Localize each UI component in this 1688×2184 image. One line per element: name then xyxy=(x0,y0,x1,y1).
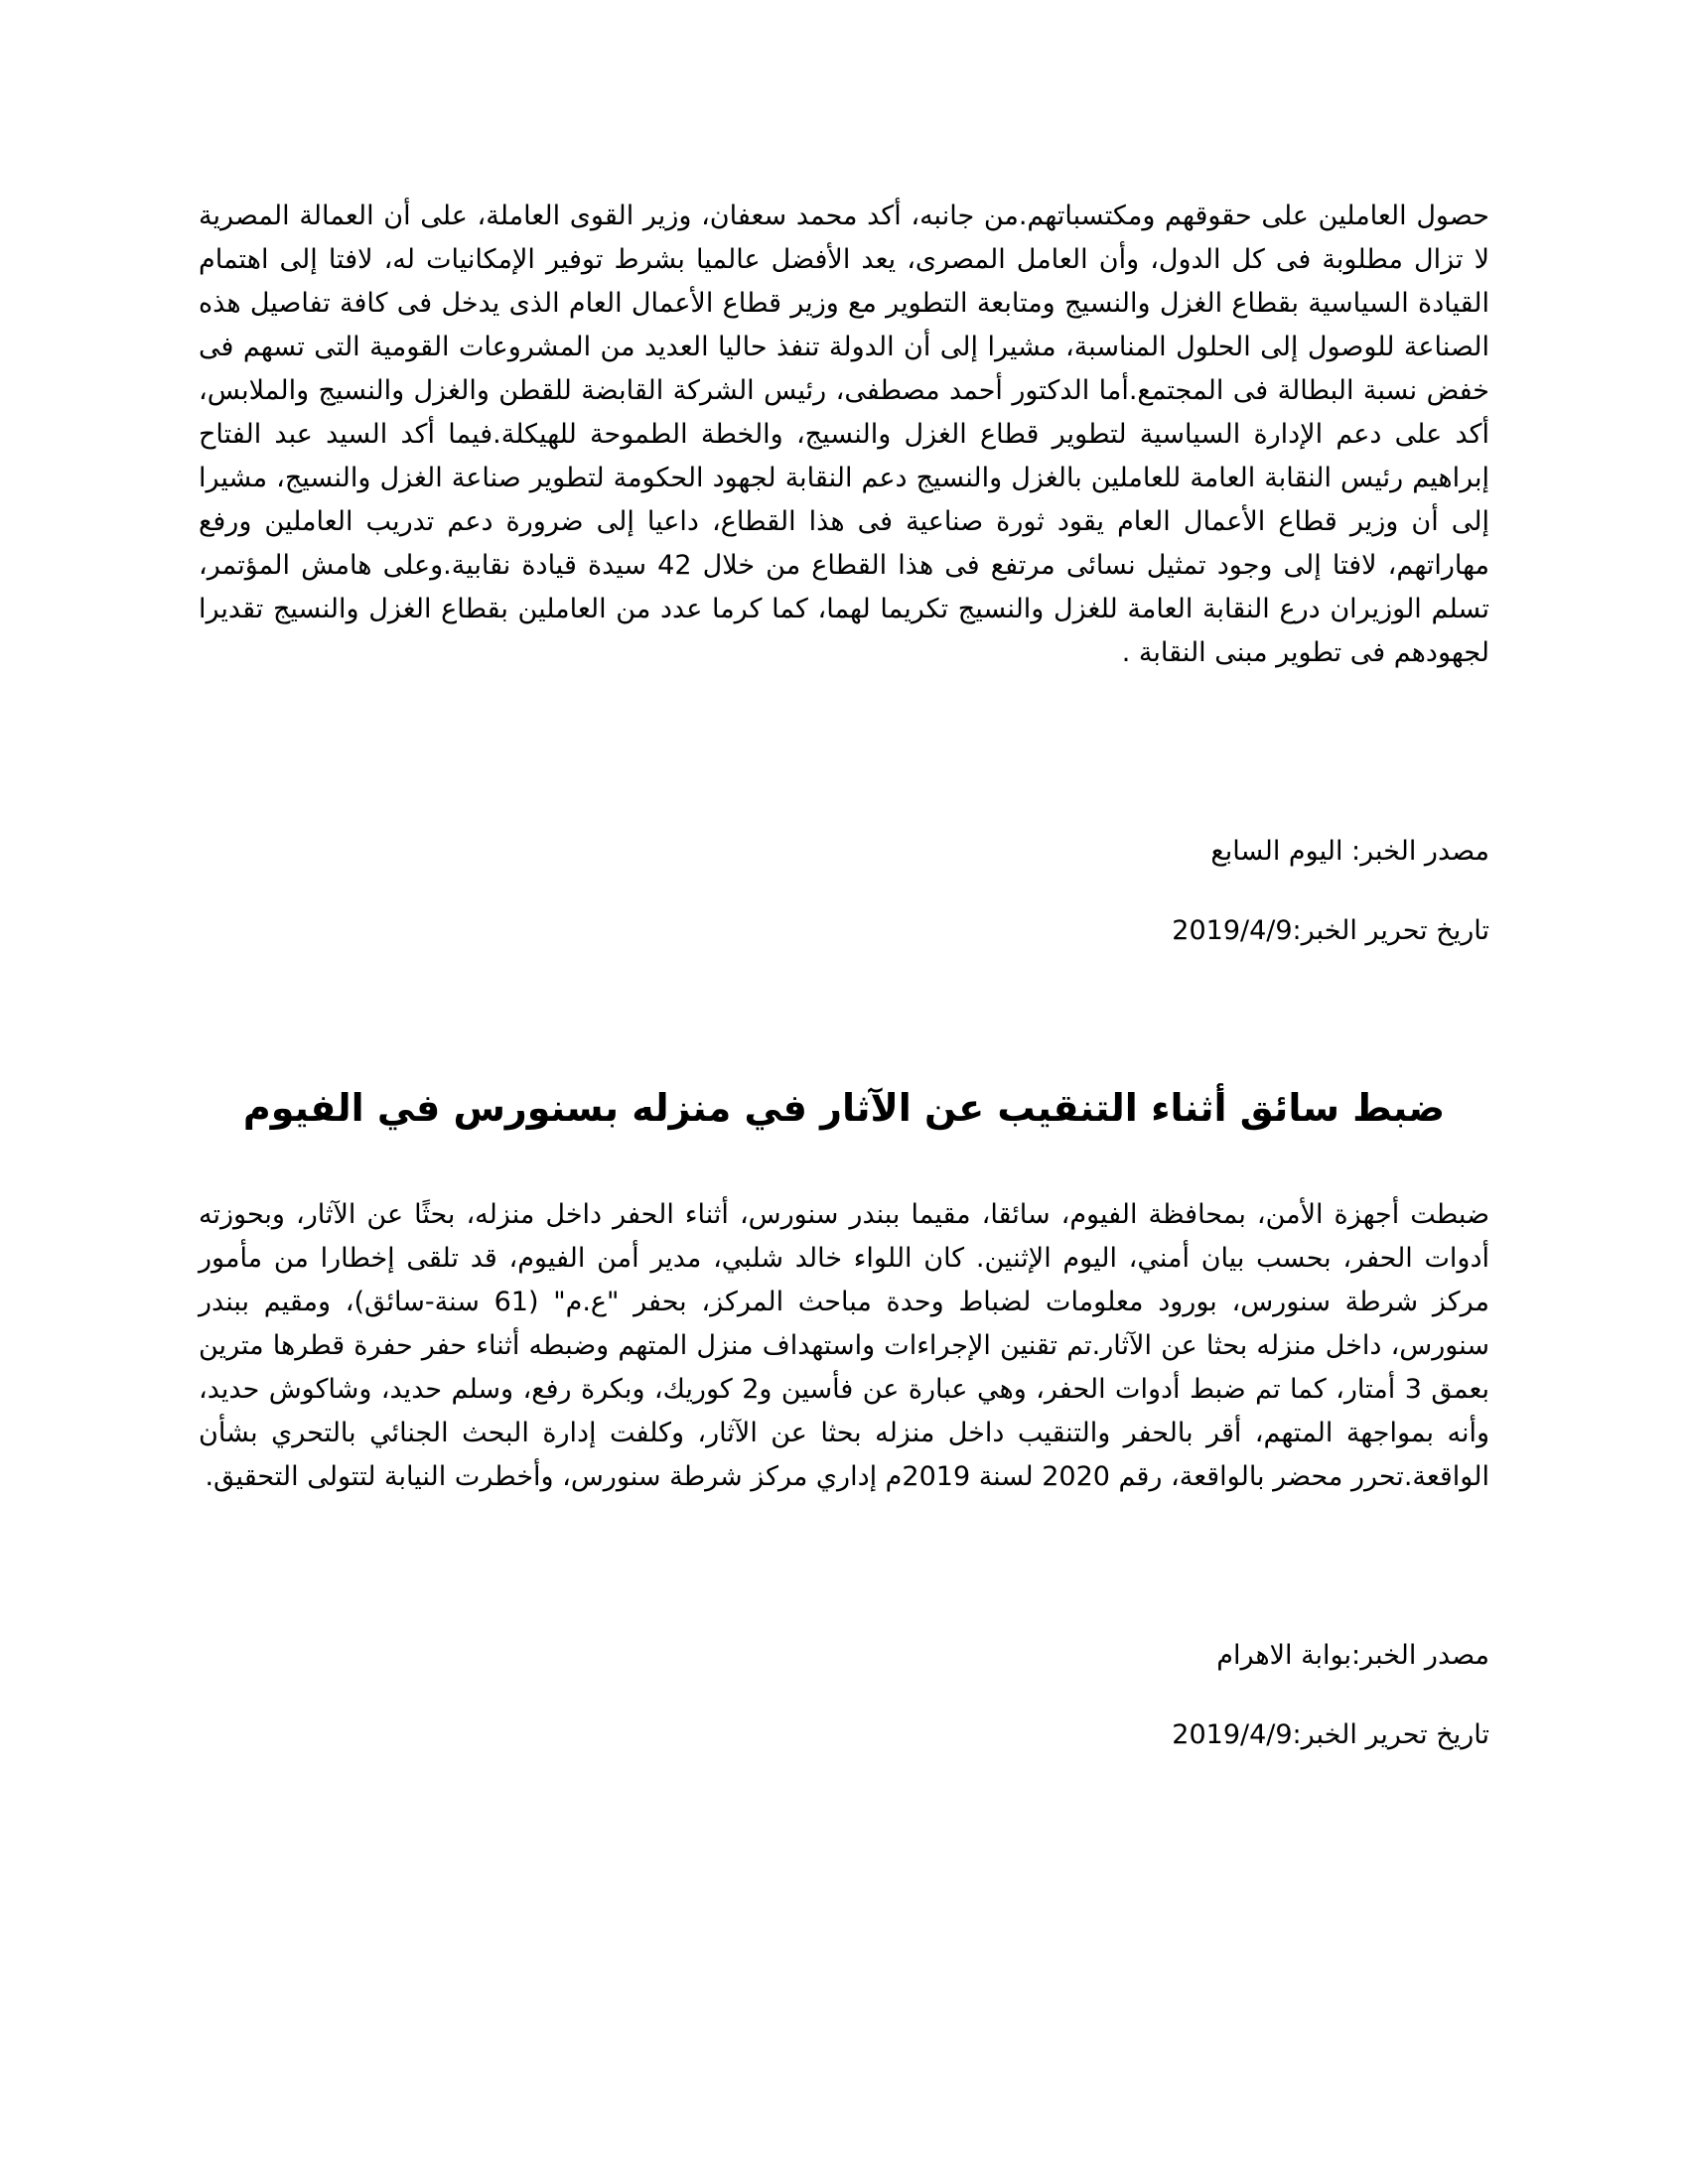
article-2-source: مصدر الخبر:بوابة الاهرام xyxy=(1216,1640,1489,1671)
article-2-date-block xyxy=(199,1715,1489,1755)
article-2 xyxy=(199,1193,1489,1499)
article-1-date-value: 2019/4/9 xyxy=(1172,915,1293,946)
article-2-source-block xyxy=(199,1636,1489,1676)
article-1 xyxy=(199,195,1489,675)
article-2-date-label: تاريخ تحرير الخبر: xyxy=(1292,1719,1489,1750)
article-1-date xyxy=(199,911,1489,951)
article-1-source-block xyxy=(199,832,1489,872)
article-1-body: حصول العاملين على حقوقهم ومكتسباتهم.من جانبه، أكد محمد سعفان، وزير القوى العاملة، على أن العمالة المصرية لا تزال مطلوبة فى كل الدول، وأن العامل المصرى، يعد الأفضل عالميا بشرط توفير الإمكانيات له، لافتا إلى اهتمام القيادة السياسية بقطاع الغزل والنسيج ومتابعة التطوير مع وزير قطاع الأعمال العام الذى يدخل فى كافة تفاصيل هذه الصناعة للوصول إلى الحلول المناسبة، مشيرا إلى أن الدولة تنفذ حاليا العديد من المشروعات القومية التى تسهم فى خفض نسبة البطالة فى المجتمع.أما الدكتور أحمد مصطفى، رئيس الشركة القابضة للقطن والغزل والنسيج والملابس، أكد على دعم الإدارة السياسية لتطوير قطاع الغزل والنسيج، والخطة الطموحة للهيكلة.فيما أكد السيد عبد الفتاح إبراهيم رئيس النقابة العامة للعاملين بالغزل والنسيج دعم النقابة لجهود الحكومة لتطوير صناعة الغزل والنسيج، مشيرا إلى أن وزير قطاع الأعمال العام يقود ثورة صناعية فى هذا القطاع، داعيا إلى ضرورة دعم تدريب العاملين ورفع مهاراتهم، لافتا إلى وجود تمثيل نسائى مرتفع فى هذا القطاع من خلال 42 سيدة قيادة نقابية.وعلى هامش المؤتمر، تسلم الوزيران درع النقابة العامة للغزل والنسيج تكريما لهما، كما كرما عدد من العاملين بقطاع الغزل والنسيج تقديرا لجهودهم فى تطوير مبنى النقابة . xyxy=(199,201,1489,668)
article-1-date-label: تاريخ تحرير الخبر: xyxy=(1292,915,1489,946)
article-2-date xyxy=(199,1715,1489,1755)
article-2-date-value: 2019/4/9 xyxy=(1172,1719,1293,1750)
article-1-source: مصدر الخبر: اليوم السابع xyxy=(1210,836,1489,867)
article-2-title-block xyxy=(199,1080,1489,1136)
article-2-title: ضبط سائق أثناء التنقيب عن الآثار في منزله بسنورس في الفيوم xyxy=(242,1086,1446,1130)
article-1-date-block xyxy=(199,911,1489,951)
article-2-body: ضبطت أجهزة الأمن، بمحافظة الفيوم، سائقا، مقيما ببندر سنورس، أثناء الحفر داخل منزله، بحثًا عن الآثار، وبحوزته أدوات الحفر، بحسب بيان أمني، اليوم الإثنين. كان اللواء خالد شلبي، مدير أمن الفيوم، قد تلقى إخطارا من مأمور مركز شرطة سنورس، بورود معلومات لضباط وحدة مباحث المركز، بحفر "ع.م" (61 سنة-سائق)، ومقيم ببندر سنورس، داخل منزله بحثا عن الآثار.تم تقنين الإجراءات واستهداف منزل المتهم وضبطه أثناء حفر حفرة قطرها مترين بعمق 3 أمتار، كما تم ضبط أدوات الحفر، وهي عبارة عن فأسين و2 كوريك، وبكرة رفع، وسلم حديد، وشاكوش حديد، وأنه بمواجهة المتهم، أقر بالحفر والتنقيب داخل منزله بحثا عن الآثار، وكلفت إدارة البحث الجنائي بالتحري بشأن الواقعة.تحرر محضر بالواقعة، رقم 2020 لسنة 2019م إداري مركز شرطة سنورس، وأخطرت النيابة لتتولى التحقيق. xyxy=(199,1199,1489,1492)
